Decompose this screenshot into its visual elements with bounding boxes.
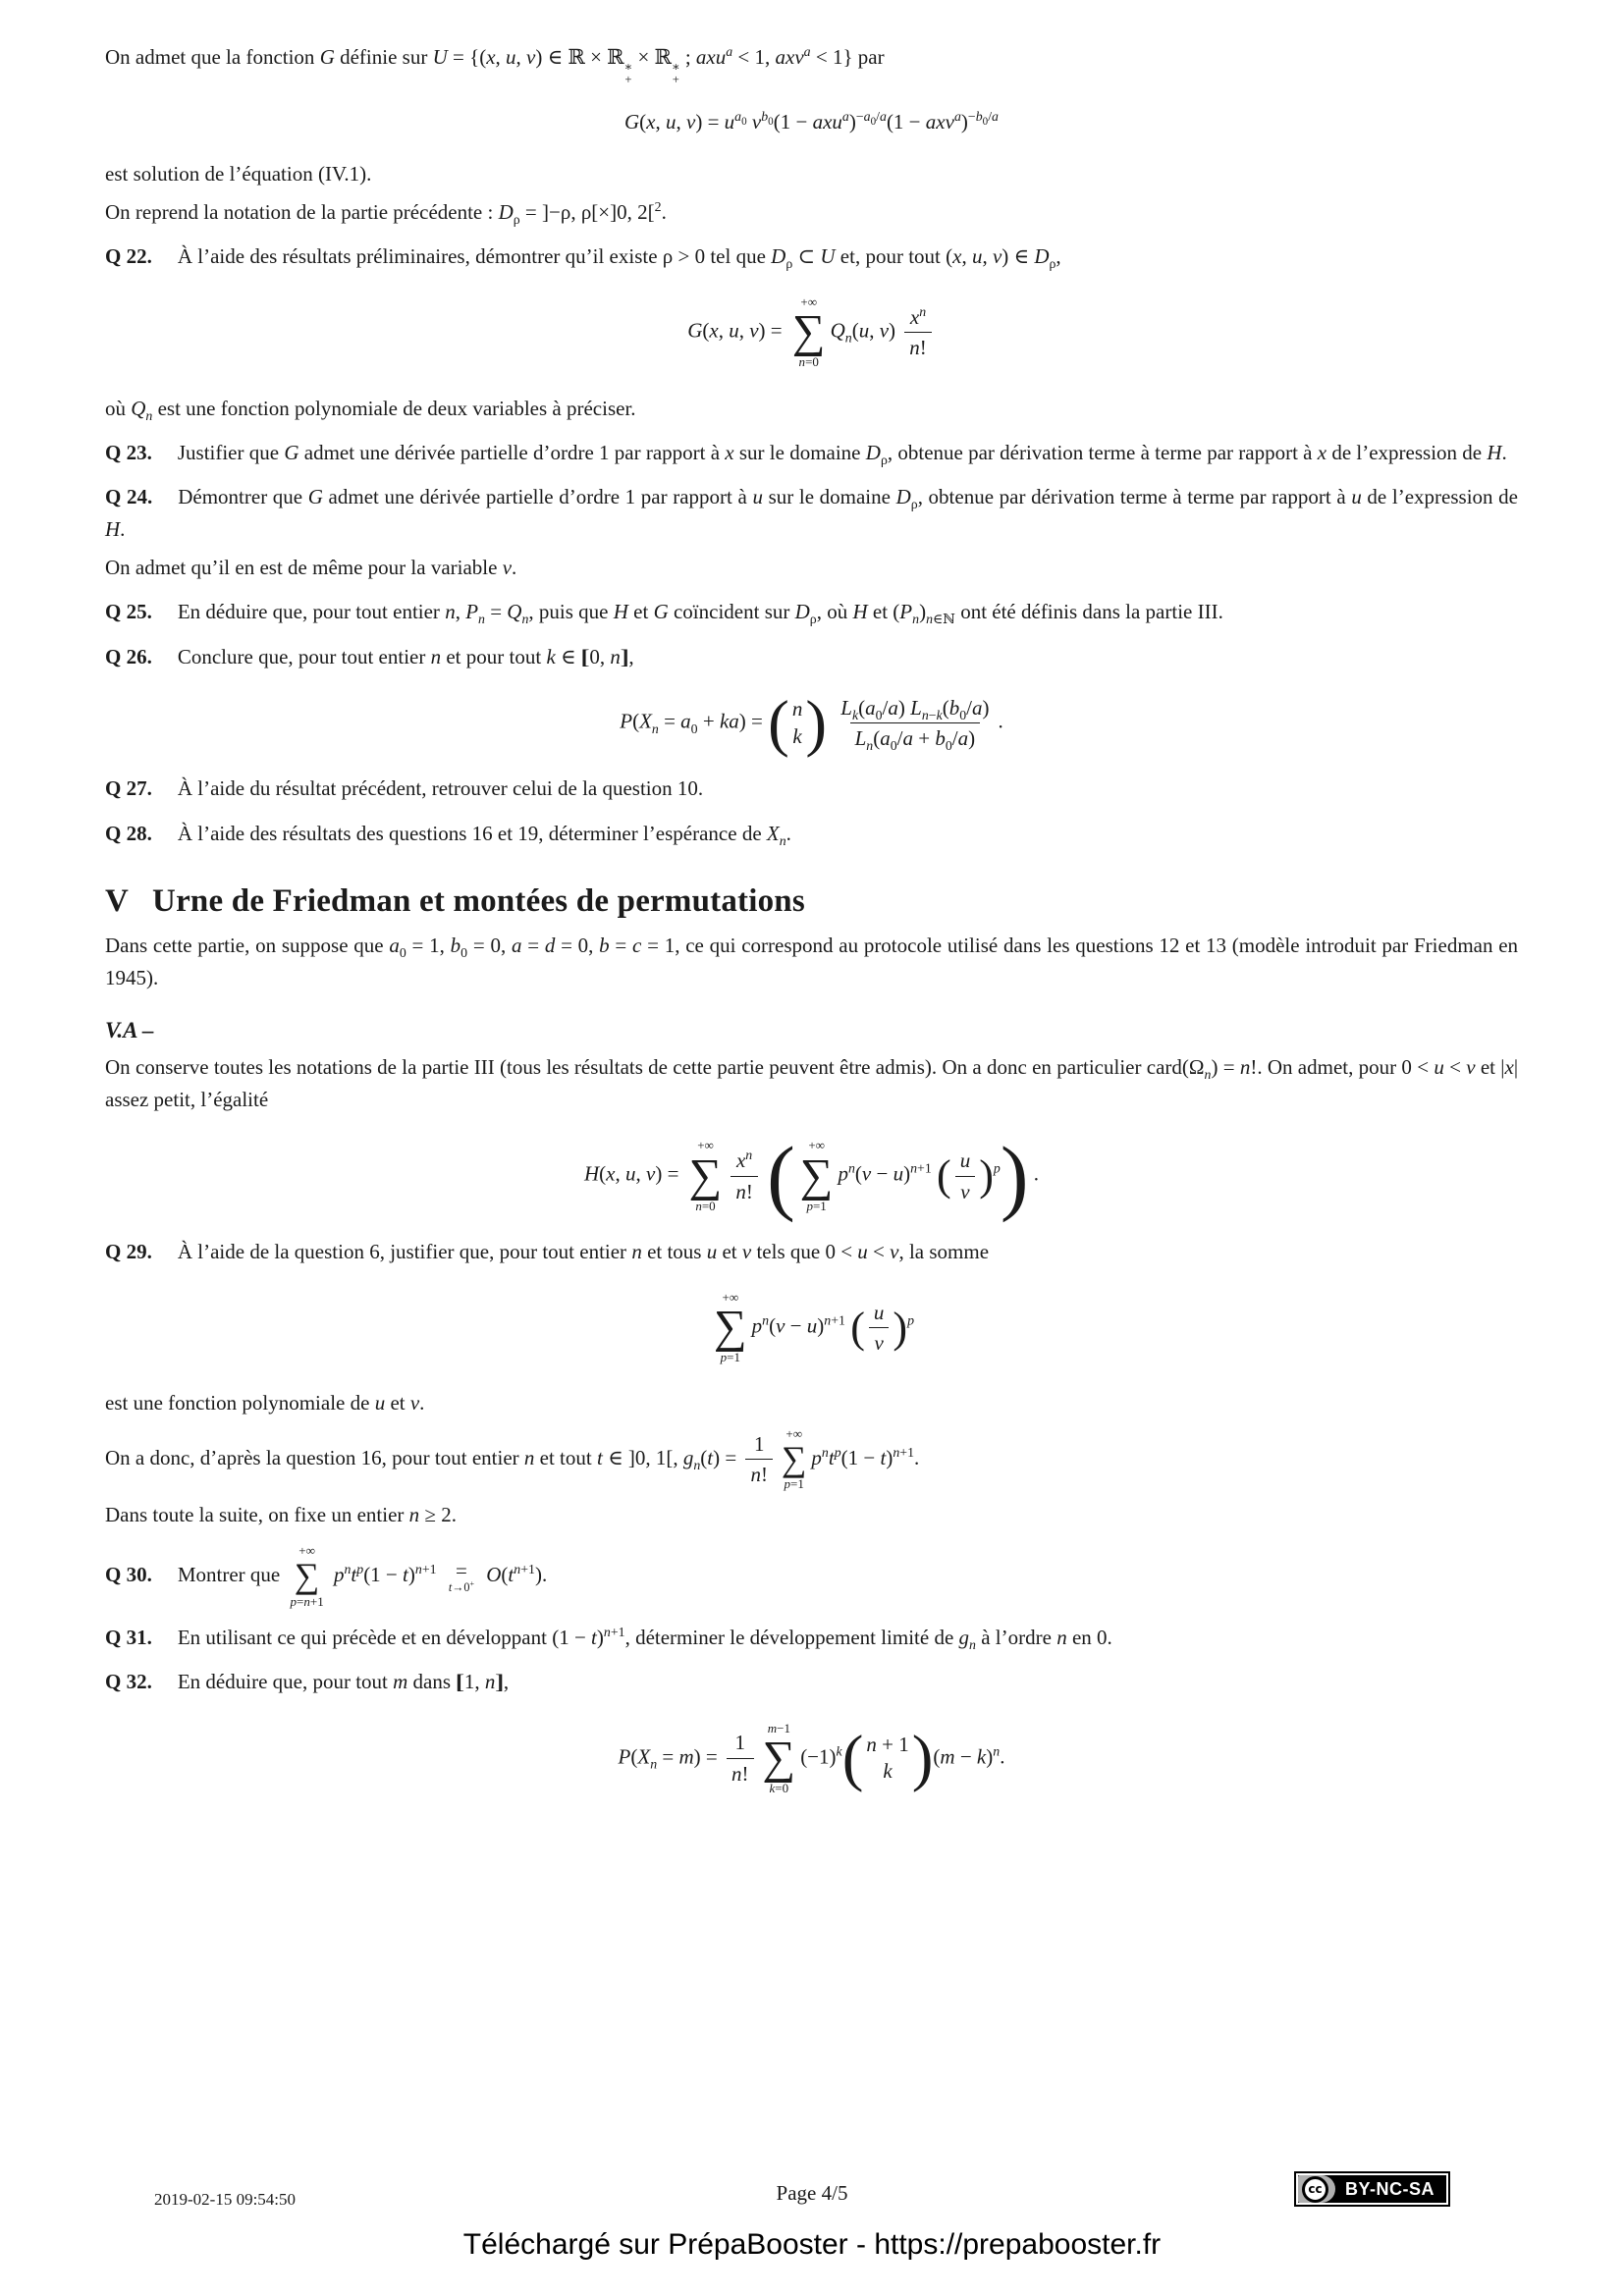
formula-p-xn-m: $P(X_n = m)$ = $\frac{1}{n!}$ m−1 ∑ k=0 $(-1)^k$( n + 1 k )$(m - k)^n$. [618, 1720, 1005, 1795]
question-27: Q 27. À l’aide du résultat précédent, retrouver celui de la question 10. [105, 776, 704, 801]
question-24: Q 24. Démontrer que G admet une dérivée partielle d’ordre 1 par rapport à u sur le domaine $D_\rho$, obtenue par dérivation terme à terme par rapport à u de l’expression de H. [105, 484, 1518, 542]
question-30: Q 30. Montrer que +∞ ∑ p=n+1 $p^nt^p(1 - t)^{n+1}$ = t→0+ $O(t^{n+1})$. [105, 1542, 548, 1609]
question-29: Q 29. À l’aide de la question 6, justifier que, pour tout entier n et tous u et v tels que 0 < u < v, la somme [105, 1239, 990, 1263]
cc-logo-text: cc [1302, 2176, 1328, 2203]
license-label: BY-NC-SA [1345, 2178, 1435, 2199]
paragraph-equation-solution: est solution de l’équation (IV.1). [105, 161, 372, 186]
download-banner: Téléchargé sur PrépaBooster - https://prepabooster.fr [462, 2228, 1162, 2261]
paragraph-polynomial-uv: est une fonction polynomiale de u et v. [105, 1391, 425, 1415]
paragraph-notation-drho: On reprend la notation de la partie précédente : $D_\rho = ]-\rho$, ρ[×]0, 2[$^2$. [105, 198, 667, 228]
question-32: Q 32. En déduire que, pour tout m dans [[ 1, n]] , [105, 1670, 510, 1694]
paragraph-notations-part3: On conserve toutes les notations de la partie III (tous les résultats de cette partie peuvent être admis). On a donc en particulier $card(\Omega_n) = n$!. On admet, pour 0 < u < v et |x| assez petit, l’égalité [105, 1055, 1519, 1112]
paragraph-variable-v: On admet qu’il en est de même pour la variable v. [105, 556, 517, 580]
formula-h-series: H(x, u, v) = +∞ ∑ n=0 $\frac{x^n}{n!}$ ( +∞ ∑ p=1 $p^n(v - u)^{n+1}$ ( $\frac{u}{v}$ )$^p$) . [584, 1129, 1039, 1224]
formula-g-series: G(x, u, v) = +∞ ∑ n=0 $Q_n(u$, v) $\frac{x^n}{n!}$ [105, 294, 1518, 370]
paragraph-friedman-setup: Dans cette partie, on suppose que $a_0 = 1$, $b_0 = 0$, a = d = 0, b = c = 1, ce qui correspond au protocole utilisé dans les questions 12 et 13 (modèle introduit par Friedman en 1945). [105, 933, 1519, 989]
question-26: Q 26. Conclure que, pour tout entier n et pour tout k ∈ [[ 0, n]] , [105, 644, 634, 668]
formula-p-binomial: $P(X_n = a_0 + ka)$ = ( n k ) $\frac{L_k(a_0/a) L_{n-k}(b_0/a)}{L_n(a_0/a + b_0/a)}$ . [620, 687, 1003, 759]
paragraph-fix-n: Dans toute la suite, on fixe un entier n ≥ 2. [105, 1502, 457, 1526]
question-23: Q 23. Justifier que G admet une dérivée partielle d’ordre 1 par rapport à x sur le domaine $D_\rho$, obtenue par dérivation terme à terme par rapport à x de l’expression de H. [105, 440, 1507, 467]
footer-timestamp: 2019-02-15 09:54:50 [154, 2190, 297, 2209]
paragraph-qn-polynomial: où $Q_n$ est une fonction polynomiale de deux variables à préciser. [105, 396, 636, 423]
cc-icon [1298, 2175, 1335, 2203]
cc-badge-inner [1296, 2173, 1448, 2205]
section-v-heading: V Urne de Friedman et montées de permutations [105, 882, 805, 919]
formula-sum-uv: +∞ ∑ p=1 $p^n(v - u)^{n+1}$ ( $\frac{u}{v}$ )$^p$ [713, 1289, 915, 1365]
question-22: Q 22. À l’aide des résultats préliminaires, démontrer qu’il existe ρ > 0 tel que $D_\rho$ ⊂ U et, pour tout (x, u, v) ∈ $D_\rho$, [105, 244, 1061, 272]
question-28: Q 28. À l’aide des résultats des questions 16 et 19, déterminer l’espérance de $X_n$. [105, 821, 791, 848]
question-31: Q 31. En utilisant ce qui précède et en développant $(1 - t)^{n+1}$, déterminer le développement limité de $g_n$ à l’ordre n en 0. [105, 1625, 1112, 1653]
paragraph-gn-definition: On a donc, d’après la question 16, pour tout entier n et tout t ∈ ]0, 1[, $g_n(t)$ = $\frac{1}{n!}$ +∞ ∑ p=1 $p^nt^p(1 - t)^{n+1}$. [105, 1425, 920, 1492]
cc-license-badge [1294, 2171, 1450, 2207]
paragraph-g-definition: On admet que la fonction G définie sur U = {(x, u, v) ∈ ℝ × ℝ ∗ + × ℝ ∗ + ; axu$^a$ < 1, axv$^a$ < 1} par [105, 44, 885, 87]
formula-g-product: G(x, u, $v) = u^{a_0}$ $v^{b_0}(1 - axu^a)^{-a_0/a}(1 - axv^a)^{-b_0/a}$ [624, 109, 999, 134]
footer-page-number: Page 4/5 [776, 2181, 848, 2205]
question-25: Q 25. En déduire que, pour tout entier n, $P_n = Q_n$, puis que H et G coïncident sur $D_\rho$, où H et $(P_n)_{n\in ℕ}$ ont été définis dans la partie III. [105, 600, 1223, 627]
subsection-va-heading: V.A – [105, 1018, 154, 1043]
